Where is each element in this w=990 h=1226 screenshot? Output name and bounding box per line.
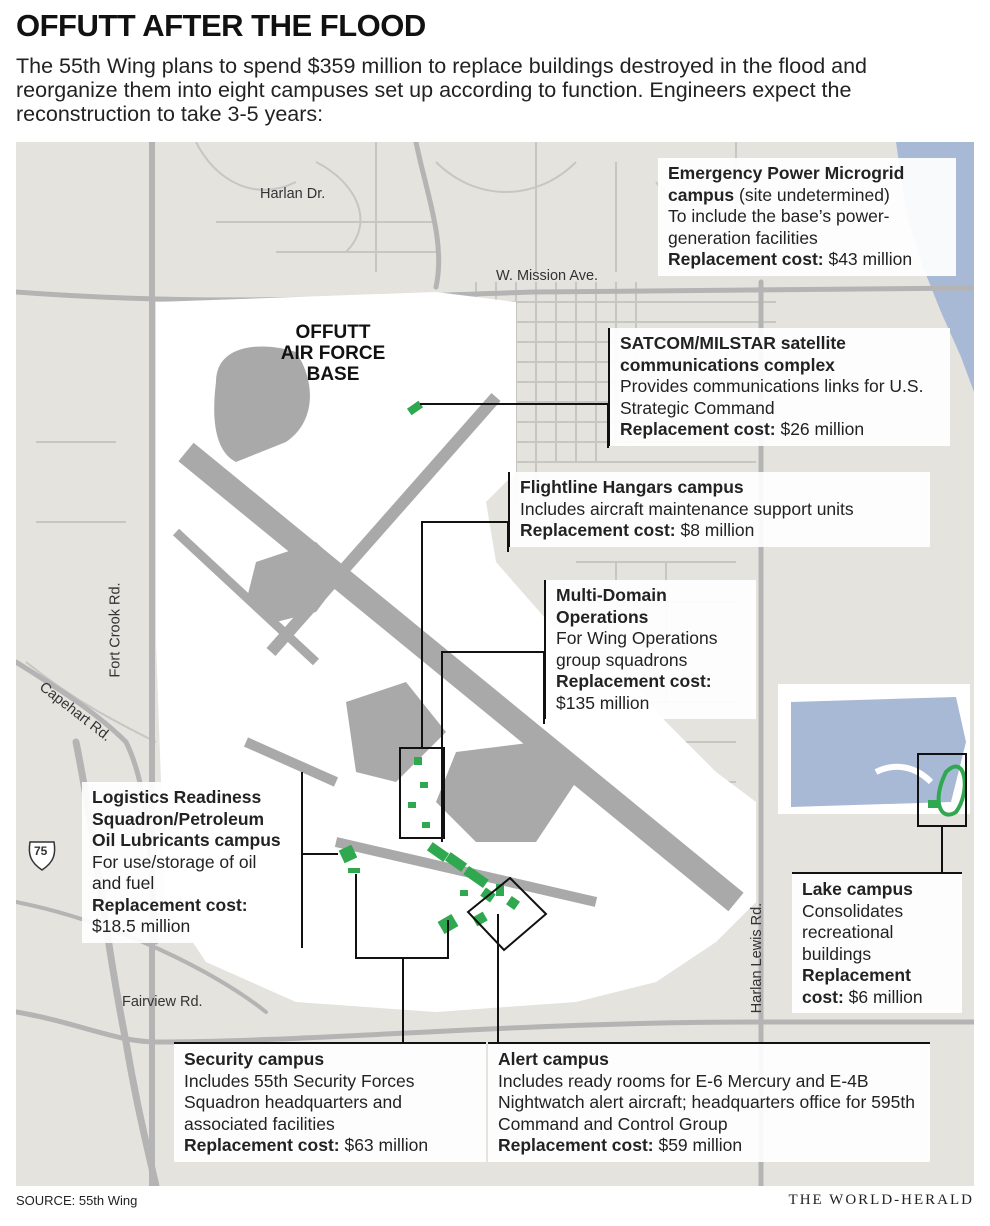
callout-flightline-title: Flightline Hangars campus [520, 477, 744, 497]
callout-satcom [608, 328, 950, 446]
callout-alert-cost-label: Replacement cost: [498, 1135, 654, 1155]
callout-lake-title: Lake campus [802, 879, 913, 899]
callout-logistics-desc: For use/storage of oil and fuel [92, 851, 257, 893]
callout-microgrid [658, 158, 956, 276]
brand-credit: THE WORLD-HERALD [788, 1192, 974, 1208]
callout-security-cost: $63 million [339, 1135, 429, 1155]
callout-multidomain [544, 580, 756, 719]
lake [778, 684, 970, 814]
callout-alert-title: Alert campus [498, 1049, 609, 1069]
callout-multidomain-desc: For Wing Operations group squadrons [556, 628, 718, 670]
callout-alert-desc: Includes ready rooms for E-6 Mercury and E-4B Nightwatch alert aircraft; headquarters office for 595th Command and Control Group [498, 1070, 915, 1134]
callout-satcom-cost-label: Replacement cost: [620, 419, 776, 439]
road-label-harlan-dr: Harlan Dr. [260, 186, 326, 202]
callout-alert [488, 1042, 930, 1162]
callout-lake-cost: $6 million [843, 986, 923, 1007]
callout-alert-cost: $59 million [653, 1135, 743, 1155]
callout-security-desc: Includes 55th Security Forces Squadron headquarters and associated facilities [184, 1070, 415, 1134]
callout-logistics-cost: $18.5 million [92, 916, 191, 936]
callout-security-cost-label: Replacement cost: [184, 1135, 340, 1155]
callout-microgrid-cost-label: Replacement cost: [668, 249, 824, 269]
callout-microgrid-note: (site undetermined) [734, 184, 890, 205]
road-label-fort-crook-rd: Fort Crook Rd. [107, 582, 124, 678]
callout-logistics-cost-label: Replacement cost: [92, 894, 248, 915]
callout-flightline-cost: $8 million [675, 520, 755, 540]
callout-microgrid-title: Emergency Power Microgrid campus [668, 163, 905, 205]
callout-security [174, 1042, 486, 1162]
callout-multidomain-title: Multi-Domain Operations [556, 585, 667, 627]
callout-lake [792, 872, 962, 1013]
map [16, 142, 974, 1186]
callout-lake-desc: Consolidates recreational buildings [802, 900, 904, 964]
callout-multidomain-cost-label: Replacement cost: [556, 671, 712, 691]
callout-satcom-desc: Provides communications links for U.S. Strategic Command [620, 376, 924, 418]
map-canvas [16, 142, 974, 1186]
callout-logistics-title: Logistics Readiness Squadron/Petroleum Oil Lubricants campus [92, 787, 281, 850]
callout-microgrid-cost: $43 million [823, 249, 913, 269]
road-label-harlan-lewis-rd: Harlan Lewis Rd. [749, 902, 766, 1014]
callout-satcom-title: SATCOM/MILSTAR satellite communications complex [620, 333, 846, 375]
callout-logistics [82, 782, 298, 943]
road-label-capehart-rd: Capehart Rd. [36, 679, 115, 745]
callout-multidomain-cost: $135 million [556, 692, 650, 713]
highway-shield-label: 75 [34, 844, 48, 858]
headline: OFFUTT AFTER THE FLOOD [16, 8, 426, 43]
callout-security-title: Security campus [184, 1049, 325, 1069]
callout-microgrid-desc: To include the base’s power-generation facilities [668, 206, 890, 248]
callout-lake-cost-label: Replacement cost: [802, 965, 911, 1007]
road-label-fairview-rd: Fairview Rd. [122, 994, 203, 1010]
callout-flightline [508, 472, 930, 547]
callout-flightline-cost-label: Replacement cost: [520, 520, 676, 540]
dek: The 55th Wing plans to spend $359 million to replace buildings destroyed in the flood and reorganize them into eight campuses set up according to function. Engineers expect the reconstruction to take 3-5 years: [16, 54, 867, 126]
source-credit: SOURCE: 55th Wing [16, 1193, 138, 1208]
callout-satcom-cost: $26 million [775, 419, 865, 439]
callout-flightline-desc: Includes aircraft maintenance support units [520, 498, 854, 519]
base-label: OFFUTT AIR FORCE BASE [280, 322, 386, 385]
road-label-w-mission-ave: W. Mission Ave. [496, 268, 599, 284]
